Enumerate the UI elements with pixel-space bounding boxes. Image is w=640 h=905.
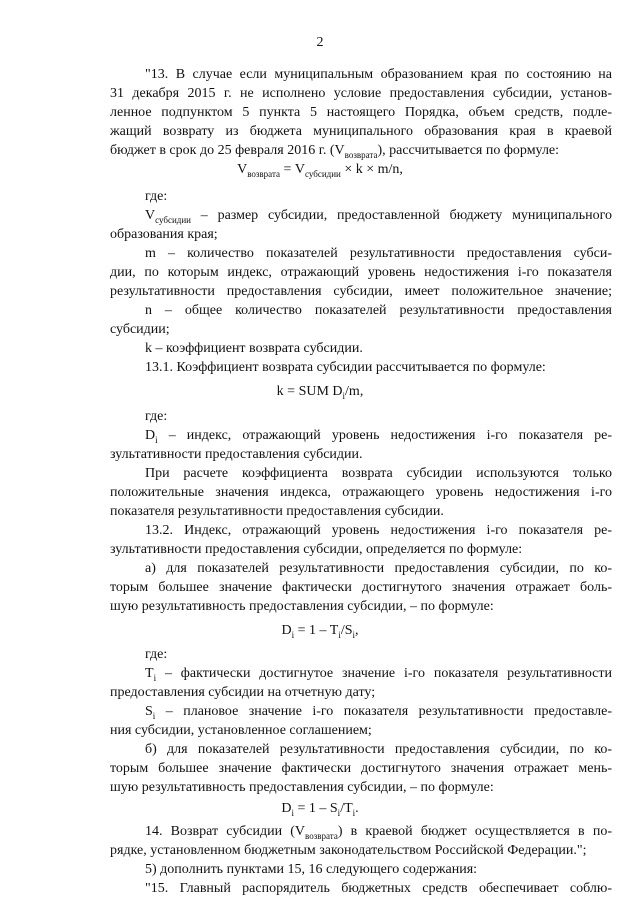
p5-line: 5) дополнить пунктами 15, 16 следующего содержания: <box>145 862 478 877</box>
formula-return-volume: $V_{возврата} = V_{субсидии} \times k \times m/n$, <box>237 162 403 179</box>
formula-coefficient: k = SUM $D_i/m$, <box>276 384 364 401</box>
vsub-def-line1: $V_{субсидии}$ – размер субсидии, предоставленной бюджету муниципального <box>145 208 612 225</box>
p13-line5: бюджет в срок до 25 февраля 2016 г. $(V_{возврата})$, рассчитывается по формуле: <box>110 143 560 160</box>
p13-line4: жащий возврату из бюджета муниципального образования края в краевой <box>110 124 612 139</box>
where-label: где: <box>145 409 168 424</box>
where-label: где: <box>145 647 168 662</box>
t-def-line2: предоставления субсидии на отчетную дату; <box>110 685 376 700</box>
page-number: 2 <box>316 35 324 50</box>
p15-line1: "15. Главный распорядитель бюджетных средств обеспечивает соблю- <box>145 881 612 896</box>
p14-line1: 14. Возврат субсидии $(V_{возврата})$ в краевой бюджет осуществляется в по- <box>145 824 612 841</box>
k-def: k – коэффициент возврата субсидии. <box>145 341 363 356</box>
item-b-line1: б) для показателей результативности предоставления субсидии, по ко- <box>145 742 612 757</box>
s-def-line2: ния субсидии, установленное соглашением; <box>110 723 372 738</box>
p13-2-line2: зультативности предоставления субсидии, определяется по формуле: <box>110 542 523 557</box>
m-def-line3: результативности предоставления субсидии, имеет положительное значение; <box>110 284 612 299</box>
where-label: где: <box>145 189 168 204</box>
p14-line2: рядке, установленном бюджетным законодательством Российской Федерации."; <box>110 843 587 858</box>
p13-2-line1: 13.2. Индекс, отражающий уровень недостижения i-го показателя ре- <box>145 523 612 538</box>
d-def-line2: зультативности предоставления субсидии. <box>110 447 363 462</box>
formula-index-a: $D_i = 1 - T_i/S_i$, <box>281 623 359 640</box>
m-def-line1: m – количество показателей результативности предоставления субси- <box>145 246 612 261</box>
n-def-line2: субсидии; <box>110 322 170 337</box>
p13-line3: ленное подпунктом 5 пункта 5 настоящего Порядка, объем средств, подле- <box>110 105 612 120</box>
formula-index-b: $D_i = 1 - S_i/T_i$. <box>281 801 359 818</box>
m-def-line2: дии, по которым индекс, отражающий уровень недостижения i-го показателя <box>110 265 612 280</box>
p13-line1: "13. В случае если муниципальным образованием края по состоянию на <box>145 67 612 82</box>
item-b-line3: шую результативность предоставления субсидии, – по формуле: <box>110 780 494 795</box>
item-a-line2: торым большее значение фактически достигнутого значения отражает боль- <box>110 580 612 595</box>
d-def-line1: $D_i$ – индекс, отражающий уровень недостижения i-го показателя ре- <box>145 428 612 445</box>
item-a-line3: шую результативность предоставления субсидии, – по формуле: <box>110 599 494 614</box>
calc-note-line1: При расчете коэффициента возврата субсидии используются только <box>145 466 612 481</box>
calc-note-line3: показателя результативности предоставления субсидии. <box>110 504 444 519</box>
vsub-def-line2: образования края; <box>110 227 218 242</box>
calc-note-line2: положительные значения индекса, отражающего уровень недостижения i-го <box>110 485 612 500</box>
n-def-line1: n – общее количество показателей результативности предоставления <box>145 303 612 318</box>
s-def-line1: $S_i$ – плановое значение i-го показателя результативности предоставле- <box>145 704 612 721</box>
p13-line2: 31 декабря 2015 г. не исполнено условие предоставления субсидии, установ- <box>110 86 612 101</box>
item-b-line2: торым большее значение фактически достигнутого значения отражает мень- <box>110 761 612 776</box>
item-a-line1: а) для показателей результативности предоставления субсидии, по ко- <box>145 561 612 576</box>
p13-1: 13.1. Коэффициент возврата субсидии рассчитывается по формуле: <box>145 360 546 375</box>
t-def-line1: $T_i$ – фактически достигнутое значение i-го показателя результативности <box>145 666 612 683</box>
